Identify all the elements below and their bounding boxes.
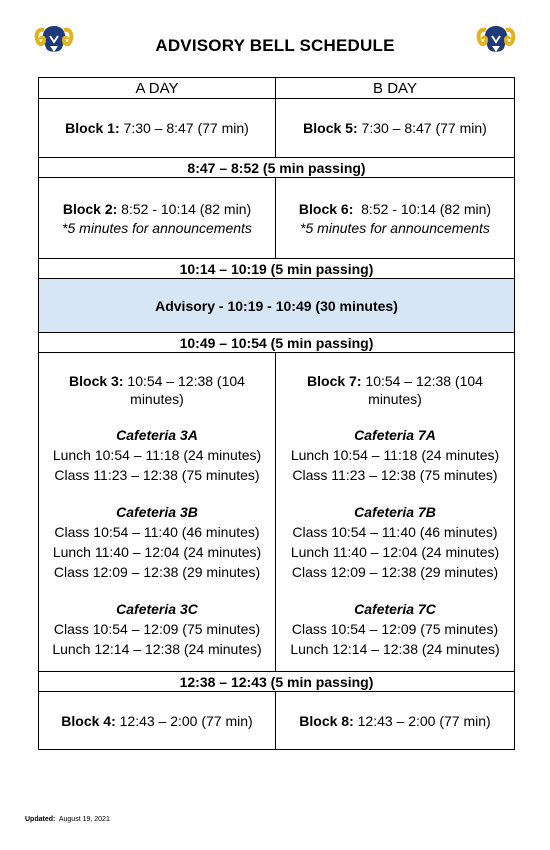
- cafeteria-title: Cafeteria 7A: [354, 427, 436, 443]
- schedule-line: Class 11:23 – 12:38 (75 minutes): [292, 467, 498, 483]
- block-3-cell: [39, 353, 276, 672]
- block-label: Block 3:: [69, 373, 124, 389]
- block-time: 7:30 – 8:47 (77 min): [357, 120, 487, 136]
- cafeteria-group: [43, 425, 271, 485]
- block-time: 8:52 - 10:14 (82 min): [117, 200, 252, 217]
- cafeteria-group: [280, 502, 510, 582]
- block-time: 7:30 – 8:47 (77 min): [119, 120, 249, 136]
- schedule-line: Class 10:54 – 12:09 (75 minutes): [53, 621, 261, 637]
- block-time: 10:54 – 12:38 (104: [361, 373, 483, 389]
- passing-row-3: [39, 333, 515, 353]
- advisory-period: Advisory - 10:19 - 10:49 (30 minutes): [39, 279, 515, 333]
- block-row-2: [39, 178, 515, 259]
- passing-period: 8:47 – 8:52 (5 min passing): [39, 158, 515, 178]
- block-8-cell: [276, 692, 515, 750]
- announcement-note: *5 minutes for announcements: [62, 219, 252, 236]
- column-header-b-day: B DAY: [276, 78, 515, 99]
- block-1-cell: [39, 99, 276, 158]
- block-time-cont: minutes): [130, 391, 184, 407]
- cafeteria-title: Cafeteria 3C: [116, 601, 198, 617]
- schedule-line: Lunch 12:14 – 12:38 (24 minutes): [52, 641, 262, 657]
- schedule-line: Class 10:54 – 11:40 (46 minutes): [292, 524, 498, 540]
- block-time-cont: minutes): [368, 391, 422, 407]
- block-label: Block 7:: [307, 373, 362, 389]
- block-label: Block 1:: [65, 120, 120, 136]
- announcement-note: *5 minutes for announcements: [300, 219, 490, 236]
- block-label: Block 2:: [62, 200, 118, 217]
- updated-label: Updated:: [25, 816, 56, 823]
- schedule-line: Class 11:23 – 12:38 (75 minutes): [54, 467, 260, 483]
- schedule-line: Lunch 10:54 – 11:18 (24 minutes): [290, 447, 500, 463]
- updated-footer: [25, 816, 110, 823]
- schedule-line: Lunch 11:40 – 12:04 (24 minutes): [52, 544, 262, 560]
- block-row-1: [39, 99, 515, 158]
- passing-row-2: [39, 259, 515, 279]
- cafeteria-title: Cafeteria 7B: [354, 504, 436, 520]
- block-label: Block 5:: [303, 120, 358, 136]
- page-title: ADVISORY BELL SCHEDULE: [155, 36, 395, 55]
- block-6-cell: [276, 178, 515, 259]
- block-time: 12:43 – 2:00 (77 min): [353, 712, 491, 729]
- table-header-row: [39, 78, 515, 99]
- cafeteria-title: Cafeteria 3B: [116, 504, 198, 520]
- passing-row-4: [39, 672, 515, 692]
- cafeteria-group: [43, 502, 271, 582]
- schedule-line: Class 12:09 – 12:38 (29 minutes): [53, 564, 261, 580]
- column-header-a-day: A DAY: [39, 78, 276, 99]
- passing-row-1: [39, 158, 515, 178]
- block-label: Block 8:: [299, 712, 354, 729]
- cafeteria-group: [280, 599, 510, 659]
- schedule-line: Class 12:09 – 12:38 (29 minutes): [291, 564, 499, 580]
- updated-date: August 19, 2021: [55, 816, 110, 823]
- block-row-4: [39, 692, 515, 750]
- block-label: Block 6:: [298, 200, 354, 217]
- schedule-line: Lunch 11:40 – 12:04 (24 minutes): [290, 544, 500, 560]
- schedule-table: [38, 77, 515, 750]
- cafeteria-group: [280, 425, 510, 485]
- block-5-cell: [276, 99, 515, 158]
- schedule-line: Class 10:54 – 12:09 (75 minutes): [291, 621, 499, 637]
- passing-period: 12:38 – 12:43 (5 min passing): [39, 672, 515, 692]
- block-time: 12:43 – 2:00 (77 min): [115, 712, 253, 729]
- block-4-cell: [39, 692, 276, 750]
- schedule-line: Lunch 12:14 – 12:38 (24 minutes): [290, 641, 500, 657]
- block-row-3: [39, 353, 515, 672]
- block-time: 8:52 - 10:14 (82 min): [353, 200, 492, 217]
- passing-period: 10:14 – 10:19 (5 min passing): [39, 259, 515, 279]
- cafeteria-title: Cafeteria 3A: [116, 427, 198, 443]
- schedule-line: Lunch 10:54 – 11:18 (24 minutes): [52, 447, 262, 463]
- cafeteria-title: Cafeteria 7C: [354, 601, 436, 617]
- block-label: Block 4:: [61, 712, 116, 729]
- block-time: 10:54 – 12:38 (104: [123, 373, 245, 389]
- cafeteria-group: [43, 599, 271, 659]
- passing-period: 10:49 – 10:54 (5 min passing): [39, 333, 515, 353]
- schedule-line: Class 10:54 – 11:40 (46 minutes): [54, 524, 260, 540]
- block-7-cell: [276, 353, 515, 672]
- block-2-cell: [39, 178, 276, 259]
- advisory-row: [39, 279, 515, 333]
